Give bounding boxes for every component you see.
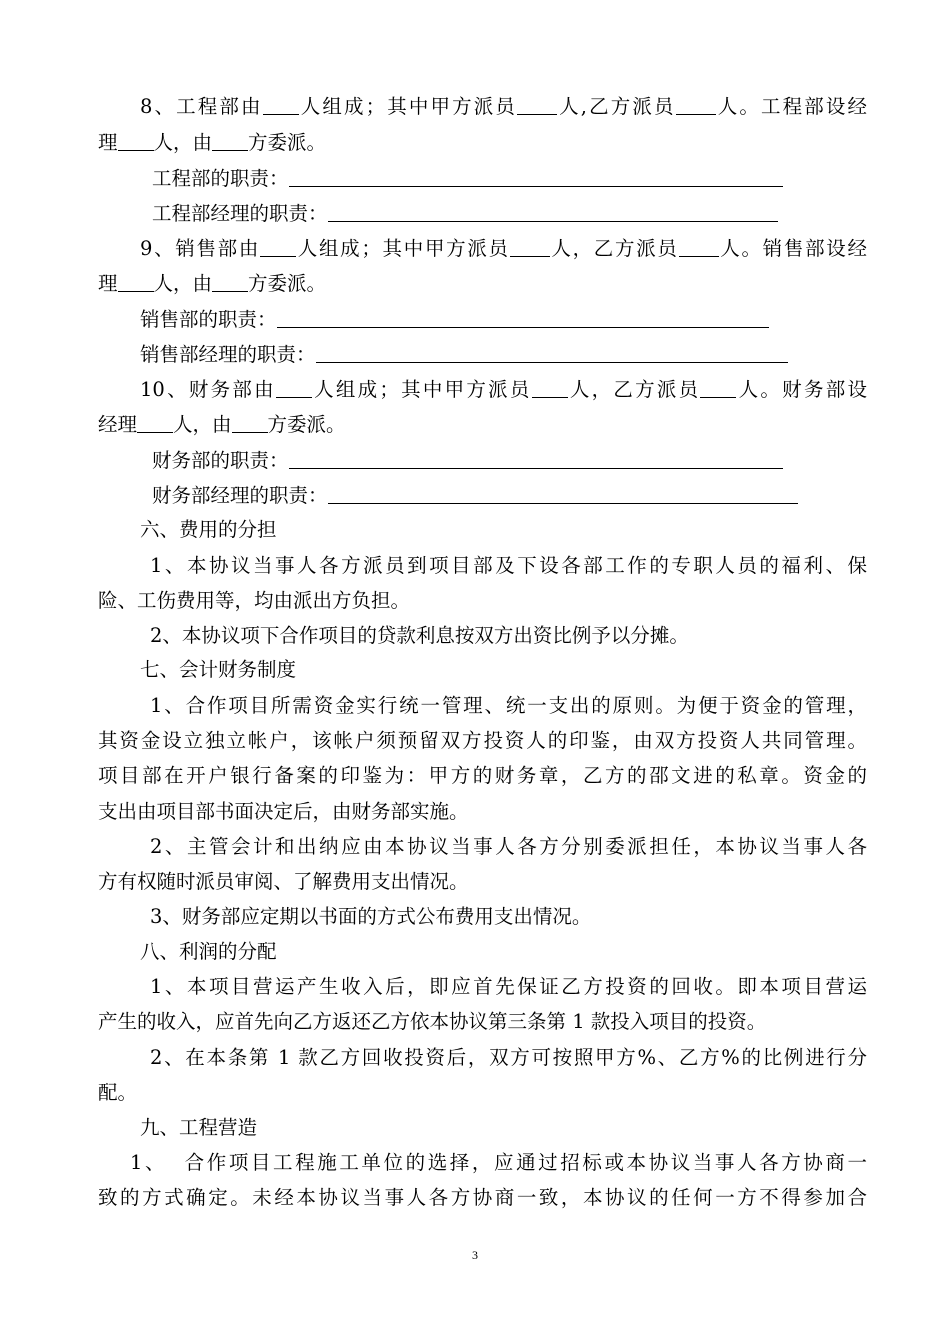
section-heading: 六、费用的分担 [140,518,277,541]
text-segment: 人。销售部设经 [718,237,867,260]
sales-manager-duties-line [140,337,950,373]
fill-blank [517,94,557,115]
section-heading: 九、工程营造 [140,1116,258,1139]
fill-blank [260,236,296,257]
fill-blank [510,236,550,257]
section-heading: 七、会计财务制度 [140,658,297,681]
fill-blank [118,130,154,151]
text-segment: 8、工程部由 [140,95,263,118]
fill-blank [212,271,248,292]
paragraph-line: 致的方式确定。未经本协议当事人各方协商一致，本协议的任何一方不得参加合 [98,1186,867,1209]
text-segment: 9、销售部由 [140,237,261,260]
field-label: 财务部的职责： [152,449,289,472]
fill-blank [212,130,248,151]
page-number: 3 [472,1248,478,1262]
text-segment: 人，乙方派员 [549,237,679,260]
fill-blank [263,94,299,115]
text-segment: 人组成；其中甲方派员 [298,95,518,118]
text-segment: 方委派。 [267,413,346,436]
sales-duties-line [140,302,950,338]
fill-blank [676,94,716,115]
paragraph-line: 1、 合作项目工程施工单位的选择，应通过招标或本协议当事人各方协商一 [130,1151,867,1174]
fill-line [289,448,783,469]
clause-9-line-1 [140,231,867,267]
paragraph-line: 产生的收入，应首先向乙方返还乙方依本协议第三条第 1 款投入项目的投资。 [98,1010,767,1033]
fill-blank [137,412,173,433]
field-label: 工程部的职责： [152,167,289,190]
paragraph-line: 配。 [98,1081,138,1104]
field-label: 销售部的职责： [140,308,277,331]
paragraph-line: 支出由项目部书面决定后，由财务部实施。 [98,800,469,823]
text-segment: 人,乙方派员 [557,95,676,118]
paragraph-line: 3、财务部应定期以书面的方式公布费用支出情况。 [150,905,592,928]
text-segment: 人。财务部设 [736,378,867,401]
fill-line [328,201,778,222]
text-segment: 人，由 [173,413,232,436]
paragraph-line: 1、合作项目所需资金实行统一管理、统一支出的原则。为便于资金的管理， [150,694,867,717]
fill-blank [532,377,568,398]
text-segment: 经理 [98,413,138,436]
text-segment: 10、财务部由 [140,378,276,401]
fill-blank [276,377,312,398]
paragraph-line: 2、在本条第 1 款乙方回收投资后，双方可按照甲方%、乙方%的比例进行分 [150,1046,867,1069]
paragraph-line: 1、本项目营运产生收入后，即应首先保证乙方投资的回收。即本项目营运 [150,975,867,998]
fill-blank [118,271,154,292]
fill-blank [232,412,268,433]
paragraph-line: 其资金设立独立帐户，该帐户须预留双方投资人的印鉴，由双方投资人共同管理。 [98,729,867,752]
text-segment: 人组成；其中甲方派员 [296,237,510,260]
engineering-duties-line [152,161,950,197]
paragraph-line: 2、主管会计和出纳应由本协议当事人各方分别委派担任，本协议当事人各 [150,835,867,858]
paragraph-line: 险、工伤费用等，均由派出方负担。 [98,589,411,612]
text-segment: 理 [98,272,118,295]
text-segment: 方委派。 [248,272,327,295]
clause-8-line-1 [140,89,867,125]
clause-8-line-2 [98,125,950,161]
fill-line [316,342,788,363]
fill-line [328,483,798,504]
fill-line [289,166,783,187]
fill-blank [700,377,736,398]
text-segment: 理 [98,131,118,154]
text-segment: 方委派。 [248,131,327,154]
paragraph-line: 1、本协议当事人各方派员到项目部及下设各部工作的专职人员的福利、保 [150,554,867,577]
text-segment: 人组成；其中甲方派员 [311,378,532,401]
section-heading: 八、利润的分配 [140,940,277,963]
clause-10-line-2 [98,407,950,443]
text-segment: 人。工程部设经 [715,95,867,118]
paragraph-line: 方有权随时派员审阅、了解费用支出情况。 [98,870,469,893]
text-segment: 人，由 [153,131,213,154]
engineering-manager-duties-line [152,196,950,232]
fill-blank [679,236,719,257]
field-label: 销售部经理的职责： [140,343,316,366]
finance-manager-duties-line [152,478,950,514]
clause-9-line-2 [98,266,950,302]
text-segment: 人，乙方派员 [567,378,701,401]
paragraph-line: 项目部在开户银行备案的印鉴为：甲方的财务章，乙方的邵文进的私章。资金的 [98,764,867,787]
paragraph-line: 2、本协议项下合作项目的贷款利息按双方出资比例予以分摊。 [150,624,689,647]
clause-10-line-1 [140,372,867,408]
fill-line [277,307,769,328]
text-segment: 人，由 [153,272,213,295]
field-label: 工程部经理的职责： [152,202,328,225]
field-label: 财务部经理的职责： [152,484,328,507]
finance-duties-line [152,443,950,479]
